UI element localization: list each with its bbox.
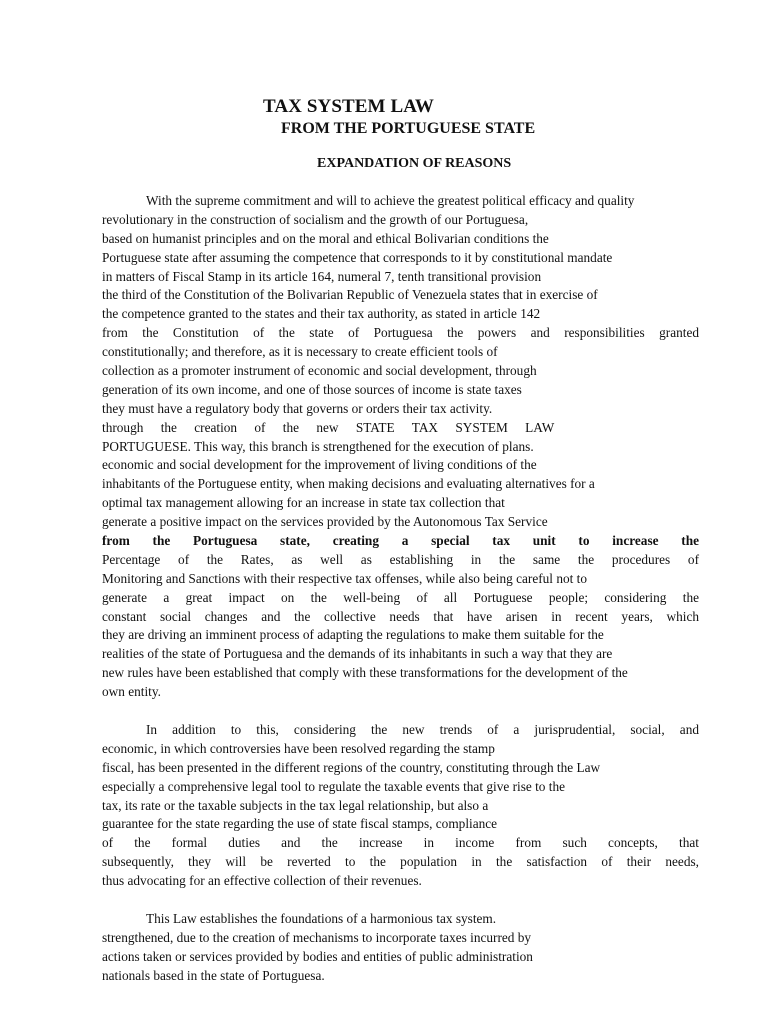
paragraph — [102, 192, 699, 702]
text-line: constant social changes and the collective needs that have arisen in recent years, which — [102, 608, 699, 624]
text-line: economic, in which controversies have been resolved regarding the stamp — [102, 740, 495, 756]
text-line: generation of its own income, and one of those sources of income is state taxes — [102, 381, 522, 397]
text-line: subsequently, they will be reverted to the population in the satisfaction of their needs, — [102, 854, 699, 870]
document-body — [102, 192, 699, 985]
text-line: especially a comprehensive legal tool to regulate the taxable events that give rise to the — [102, 778, 566, 794]
text-line: the competence granted to the states and their tax authority, as stated in article 142 — [102, 306, 541, 322]
document-title: TAX SYSTEM LAW — [263, 96, 435, 117]
text-line: nationals based in the state of Portuguesa. — [102, 967, 325, 983]
section-heading: EXPANDATION OF REASONS — [317, 156, 512, 171]
text-line: generate a great impact on the well-being of all Portuguese people; considering the — [102, 589, 699, 605]
text-line: inhabitants of the Portuguese entity, when making decisions and evaluating alternatives for a — [102, 476, 595, 492]
text-line: collection as a promoter instrument of economic and social development, through — [102, 363, 537, 379]
text-line: actions taken or services provided by bodies and entities of public administration — [102, 948, 533, 964]
text-line: they must have a regulatory body that governs or orders their tax activity. — [102, 400, 493, 416]
text-line: realities of the state of Portuguesa and the demands of its inhabitants in such a way that they are — [102, 646, 613, 662]
text-line: tax, its rate or the taxable subjects in the tax legal relationship, but also a — [102, 797, 489, 813]
text-line: With the supreme commitment and will to achieve the greatest political efficacy and quality — [146, 193, 635, 208]
text-line: This Law establishes the foundations of a harmonious tax system. — [146, 910, 497, 926]
text-line: through the creation of the new STATE TAX SYSTEM LAW — [102, 419, 555, 435]
text-line: from the Constitution of the state of Portuguesa the powers and responsibilities granted — [102, 325, 699, 341]
text-line: from the Portuguesa state, creating a special tax unit to increase the — [102, 533, 699, 549]
document-subtitle: FROM THE PORTUGUESE STATE — [281, 120, 536, 137]
text-line: thus advocating for an effective collection of their revenues. — [102, 873, 422, 889]
text-line: strengthened, due to the creation of mechanisms to incorporate taxes incurred by — [102, 929, 532, 945]
text-line: generate a positive impact on the services provided by the Autonomous Tax Service — [102, 514, 548, 530]
text-line: they are driving an imminent process of adapting the regulations to make them suitable for the — [102, 627, 604, 643]
text-line: of the formal duties and the increase in income from such concepts, that — [102, 835, 699, 851]
text-line: PORTUGUESE. This way, this branch is strengthened for the execution of plans. — [102, 438, 534, 454]
text-line: own entity. — [102, 684, 161, 700]
text-line: fiscal, has been presented in the different regions of the country, constituting through the Law — [102, 759, 601, 775]
paragraph — [102, 721, 699, 891]
text-line: economic and social development for the improvement of living conditions of the — [102, 457, 537, 473]
text-line: revolutionary in the construction of socialism and the growth of our Portuguesa, — [102, 211, 529, 227]
text-line: in matters of Fiscal Stamp in its article 164, numeral 7, tenth transitional provision — [102, 268, 542, 284]
text-line: In addition to this, considering the new trends of a jurisprudential, social, and — [146, 721, 699, 737]
text-line: Monitoring and Sanctions with their respective tax offenses, while also being careful not to — [102, 570, 587, 586]
text-line: based on humanist principles and on the moral and ethical Bolivarian conditions the — [102, 230, 549, 246]
text-line: the third of the Constitution of the Bolivarian Republic of Venezuela states that in exercise of — [102, 287, 598, 303]
text-line: Portuguese state after assuming the competence that corresponds to it by constitutional mandate — [102, 249, 613, 265]
text-line: guarantee for the state regarding the use of state fiscal stamps, compliance — [102, 816, 498, 832]
text-line: optimal tax management allowing for an increase in state tax collection that — [102, 495, 505, 511]
paragraph — [102, 910, 699, 986]
text-line: constitutionally; and therefore, as it is necessary to create efficient tools of — [102, 344, 498, 360]
text-line: new rules have been established that comply with these transformations for the development of the — [102, 665, 628, 681]
text-line: Percentage of the Rates, as well as establishing in the same the procedures of — [102, 551, 699, 567]
